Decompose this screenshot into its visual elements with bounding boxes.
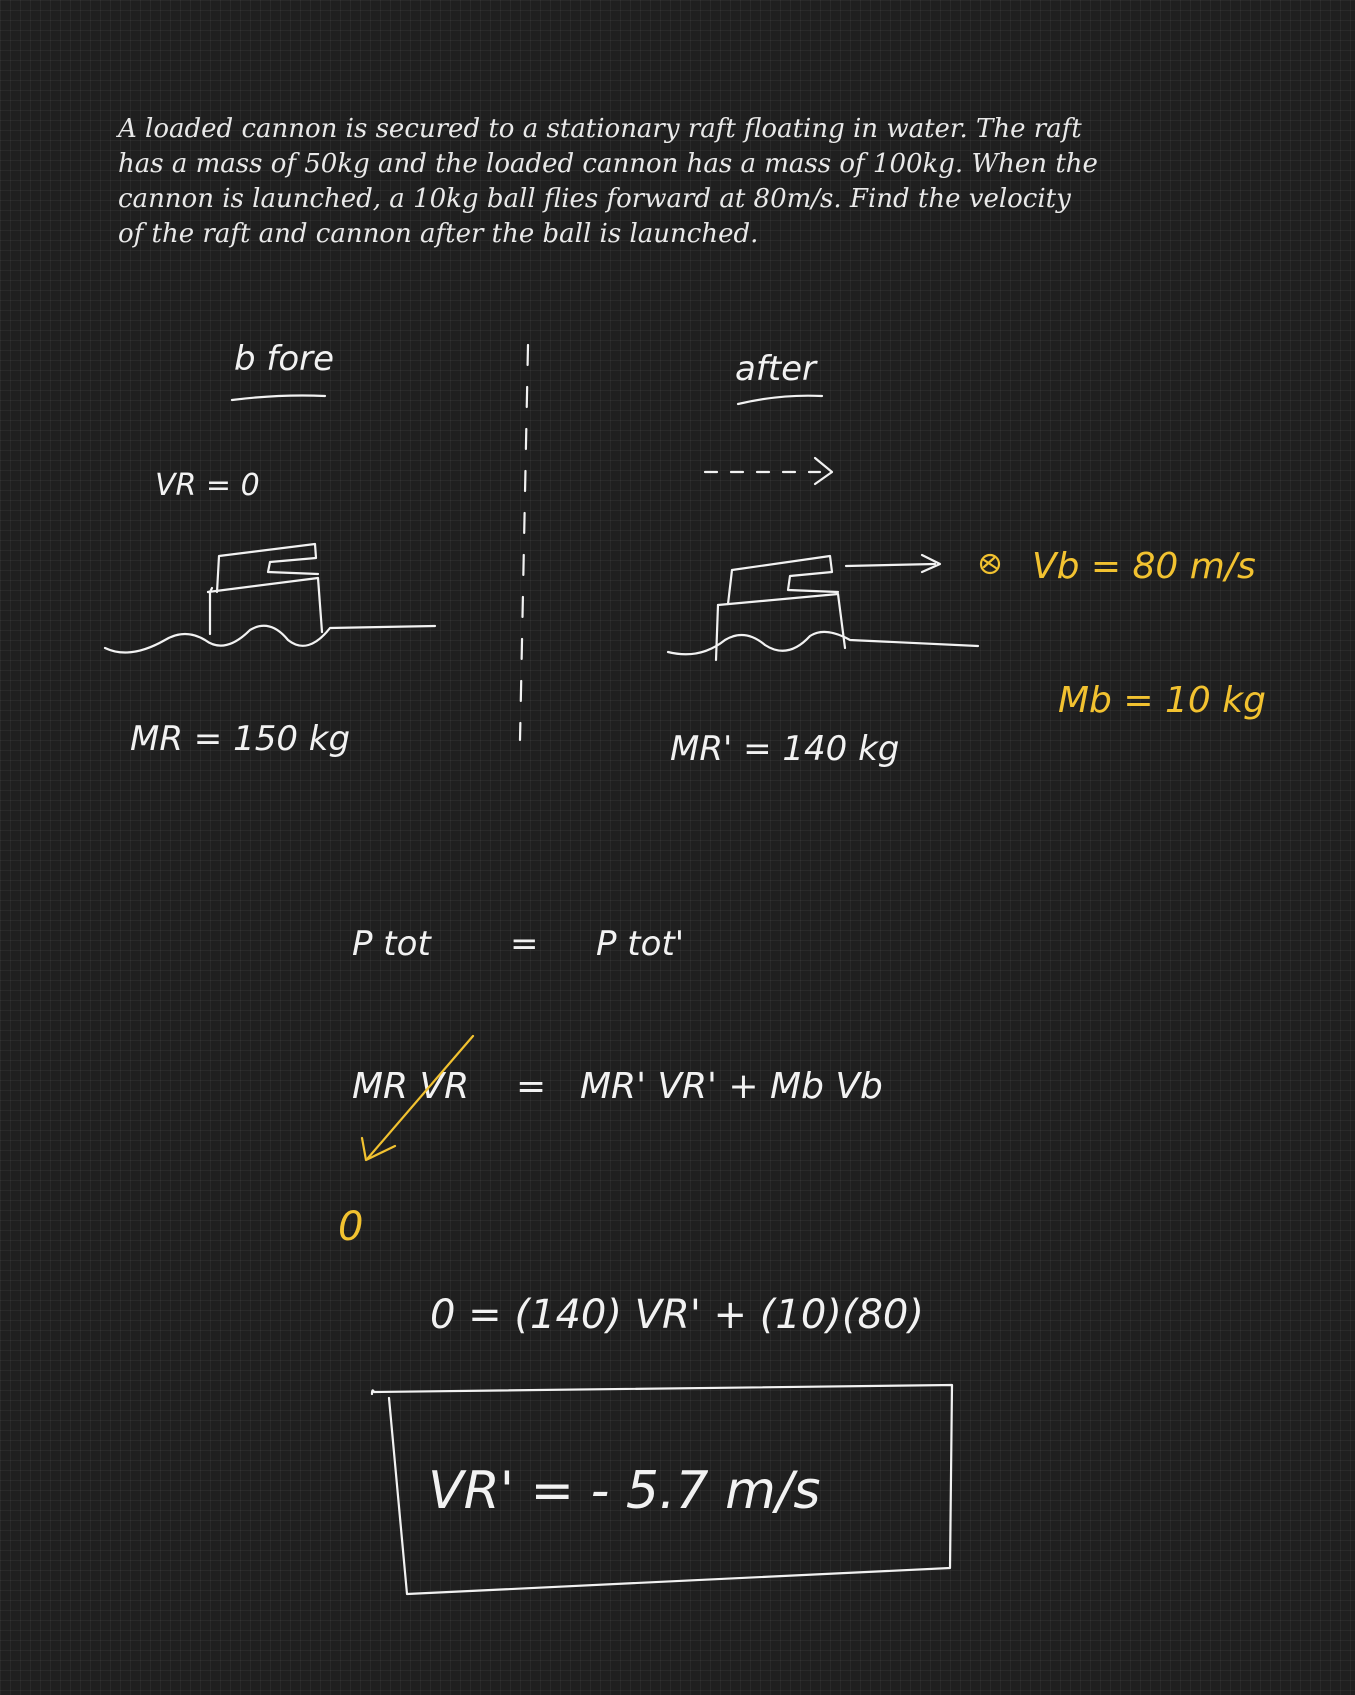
ball-mass: Mb = 10 kg: [1058, 680, 1266, 721]
raft-cannon-before-drawing: [105, 544, 435, 653]
raft-motion-arrow: [705, 458, 832, 484]
before-mass: MR = 150 kg: [130, 719, 351, 759]
momentum-before: P tot: [352, 924, 431, 964]
momentum-after: P tot': [596, 924, 685, 964]
after-heading: after: [735, 349, 817, 389]
raft-cannon-after-drawing: [668, 556, 978, 660]
substituted-equation: 0 = (140) VR' + (10)(80): [430, 1292, 924, 1338]
before-velocity: VR = 0: [155, 468, 260, 503]
after-heading-underline: [738, 396, 822, 404]
momentum-eq-left: MR VR: [352, 1066, 470, 1107]
before-heading-underline: [232, 396, 325, 401]
momentum-eq-equals: =: [516, 1066, 547, 1107]
before-after-divider: [520, 345, 528, 740]
before-heading: b fore: [234, 339, 335, 379]
zero-annotation: 0: [338, 1204, 364, 1250]
cannonball-icon: [981, 555, 999, 573]
problem-statement: A loaded cannon is secured to a stationary raft floating in water. The raft has a mass of 50kg and the loaded cannon has a mass of 100kg. When the cannon is launched, a 10kg ball flies forward at 80m/s. Find the velocity of the raft and cannon after the ball is launched.: [118, 114, 1098, 249]
momentum-eq-right: MR' VR' + Mb Vb: [580, 1066, 883, 1107]
ball-velocity: Vb = 80 m/s: [1032, 546, 1256, 587]
final-answer: VR' = - 5.7 m/s: [428, 1461, 821, 1521]
after-mass: MR' = 140 kg: [670, 729, 900, 769]
momentum-equals: =: [510, 924, 539, 964]
ball-velocity-arrow: [846, 555, 940, 572]
